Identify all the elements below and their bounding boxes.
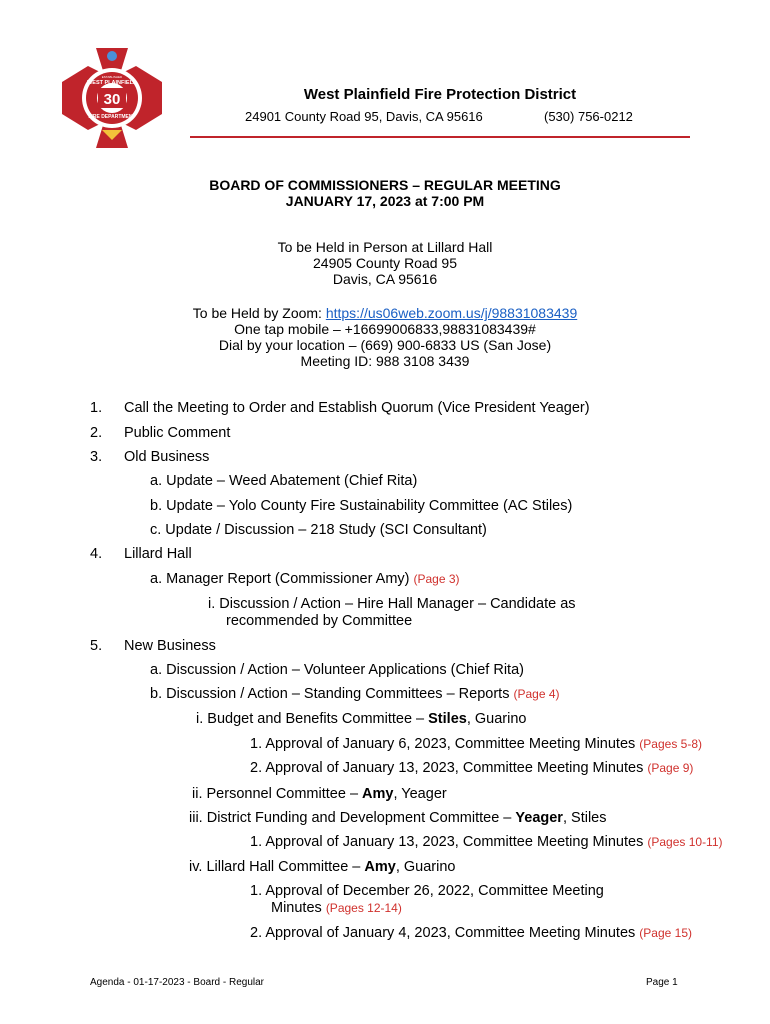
zoom-meeting-id: Meeting ID: 988 3108 3439 [300,353,470,369]
in-person-line-3: Davis, CA 95616 [332,271,438,287]
meeting-title: BOARD OF COMMISSIONERS – REGULAR MEETING [209,177,561,193]
agenda-item-lillard-hall: Lillard Hall [124,546,192,562]
agenda-item-public-comment: Public Comment [124,425,231,441]
committee-text: iv. Lillard Hall Committee – [189,859,365,875]
agenda-subitem-218-study: c. Update / Discussion – 218 Study (SCI Consultant) [150,522,487,538]
agenda-subsubitem-hire-manager-cont: recommended by Committee [226,613,413,629]
minutes-text: 1. Approval of January 13, 2023, Committee Meeting Minutes [250,834,648,850]
minutes-text: 2. Approval of January 13, 2023, Committee Meeting Minutes [250,760,648,776]
committee-member: , Guarino [466,711,527,727]
header-divider [190,136,690,138]
agenda-item-call-to-order: Call the Meeting to Order and Establish Quorum (Vice President Yeager) [124,400,590,416]
agenda-subitem-weed-abatement: a. Update – Weed Abatement (Chief Rita) [150,473,418,489]
agenda-subitem-manager-report [150,571,460,588]
in-person-line-2: 24905 County Road 95 [313,255,457,271]
zoom-prefix: To be Held by Zoom: [192,305,326,321]
committee-member: , Stiles [562,810,607,826]
item-number: 2. [90,425,103,441]
page-reference: (Pages 12-14) [325,901,402,915]
logo-top-text: WEST PLAINFIELD [87,80,137,86]
committee-member: , Guarino [395,859,456,875]
minutes-text: 2. Approval of January 4, 2023, Committee Meeting Minutes [250,925,640,941]
logo-bottom-text: FIRE DEPARTMENT [88,114,136,120]
organization-address: 24901 County Road 95, Davis, CA 95616 [245,109,483,124]
minutes-approval-jan4 [250,925,692,942]
page-reference: (Page 4) [513,687,560,701]
page-reference: (Page 9) [647,761,694,775]
minutes-approval-jan13 [250,760,693,777]
logo-number: 30 [103,91,121,108]
minutes-approval-jan13-funding [250,834,723,851]
committee-chair: Yeager [515,810,563,826]
committee-district-funding [189,810,606,827]
agenda-item-new-business: New Business [124,638,216,654]
zoom-link[interactable]: https://us06web.zoom.us/j/98831083439 [325,305,578,321]
page-reference: (Page 15) [639,926,692,940]
minutes-approval-dec26-cont [271,900,402,917]
item-number: 3. [90,449,103,465]
committee-chair: Amy [364,859,396,875]
meeting-date: JANUARY 17, 2023 at 7:00 PM [285,193,485,209]
committee-personnel [192,786,447,803]
agenda-subitem-yolo-committee: b. Update – Yolo County Fire Sustainability Committee (AC Stiles) [150,498,573,514]
committee-text: iii. District Funding and Development Committee – [189,810,516,826]
page-reference: (Pages 5-8) [639,737,702,751]
minutes-approval-jan6 [250,736,702,753]
subitem-text: a. Manager Report (Commissioner Amy) [150,571,414,587]
zoom-line [0,305,770,321]
logo-est-text: ESTABLISHED [101,75,123,79]
subitem-text: b. Discussion / Action – Standing Committees – Reports [150,686,514,702]
fire-department-logo [58,44,166,152]
committee-text: ii. Personnel Committee – [192,786,363,802]
zoom-dial: Dial by your location – (669) 900-6833 US (San Jose) [218,337,552,353]
committee-text: i. Budget and Benefits Committee – [196,711,429,727]
item-number: 5. [90,638,103,654]
minutes-text: 1. Approval of January 6, 2023, Committee Meeting Minutes [250,736,640,752]
footer-document-id: Agenda - 01-17-2023 - Board - Regular [90,977,264,988]
page-reference: (Pages 10-11) [647,835,723,849]
agenda-subsubitem-hire-manager: i. Discussion / Action – Hire Hall Manager – Candidate as [208,596,576,612]
committee-chair: Amy [362,786,394,802]
minutes-text: Minutes [271,900,326,916]
organization-phone: (530) 756-0212 [544,109,633,124]
item-number: 1. [90,400,103,416]
minutes-approval-dec26: 1. Approval of December 26, 2022, Committee Meeting [250,883,604,899]
page-reference: (Page 3) [413,572,460,586]
agenda-item-old-business: Old Business [124,449,210,465]
committee-lillard-hall [189,859,456,876]
in-person-line-1: To be Held in Person at Lillard Hall [277,239,493,255]
organization-name: West Plainfield Fire Protection District [303,86,577,103]
footer-page-number: Page 1 [646,977,678,988]
committee-member: , Yeager [393,786,447,802]
agenda-subitem-volunteer-applications: a. Discussion / Action – Volunteer Applications (Chief Rita) [150,662,524,678]
agenda-subitem-standing-committees [150,686,560,703]
committee-chair: Stiles [428,711,467,727]
item-number: 4. [90,546,103,562]
zoom-tap-mobile: One tap mobile – +16699006833,98831083439# [234,321,536,337]
committee-budget-benefits [196,711,526,728]
